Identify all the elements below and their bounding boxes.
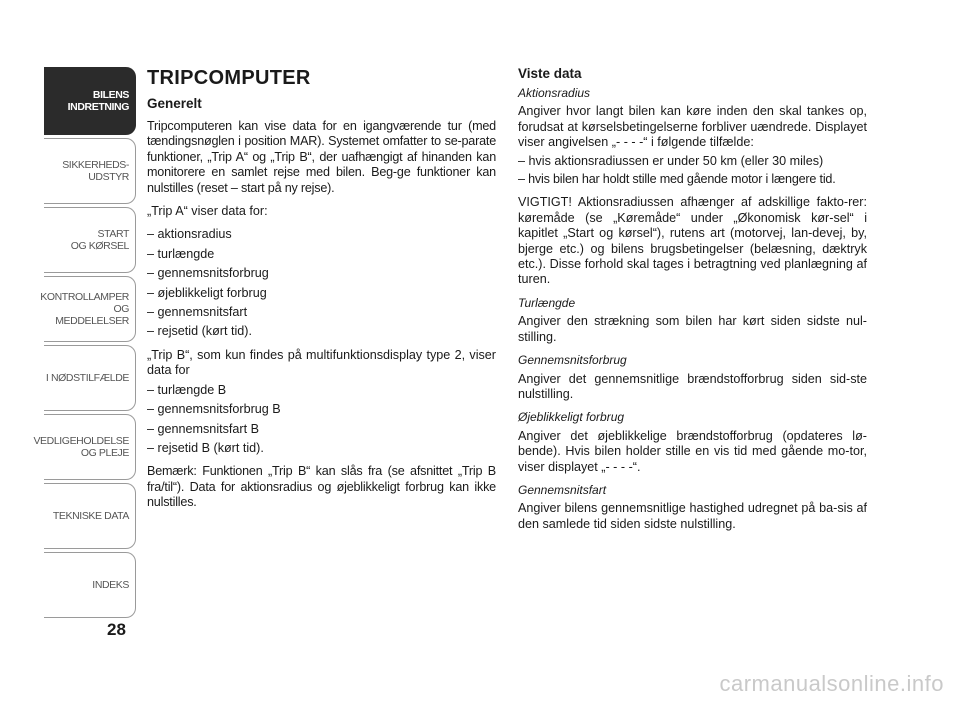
subheading-oejeblikkeligt-forbrug: Øjeblikkeligt forbrug <box>518 410 625 425</box>
right-column <box>518 66 867 540</box>
list-item: – rejsetid (kørt tid). <box>147 324 252 339</box>
list-item: – turlængde <box>147 246 215 261</box>
list-item: – gennemsnitsforbrug <box>147 266 269 281</box>
list-item: – turlængde B <box>147 382 227 397</box>
vigtigt-paragraph: VIGTIGT! Aktionsradiussen afhænger af adskillige fakto-rer: køremåde (se „Køremåde“ under „Økonomisk kør-sel“ i kapitlet „Start og kørsel“), rutens art (motorvej, lan-devej, by, bjerge etc.) og bilens brugsbetingelser (belæsning, dæktryk etc.). Disse forhold skal tages i betragtning ved planlægning af turen. <box>518 195 867 287</box>
tab-label: START OG KØRSEL <box>70 228 129 252</box>
note-paragraph: Bemærk: Funktionen „Trip B“ kan slås fra (se afsnittet „Trip B fra/til“). Data for aktionsradius og øjeblikkeligt forbrug kan ikke nulstilles. <box>147 464 496 510</box>
tab-label: VEDLIGEHOLDELSE OG PLEJE <box>33 435 129 459</box>
trip-a-intro: „Trip A“ viser data for: <box>147 204 268 219</box>
list-item: – øjeblikkeligt forbrug <box>147 285 267 300</box>
list-item: – gennemsnitsforbrug B <box>147 402 281 417</box>
tab-bilens-indretning[interactable] <box>44 67 136 135</box>
list-item: – gennemsnitsfart B <box>147 421 260 436</box>
gennemsnitsfart-text: Angiver bilens gennemsnitlige hastighed udregnet på ba-sis af den samlede tid siden sidste nulstilling. <box>518 501 867 531</box>
oejeblikkeligt-text: Angiver det øjeblikkelige brændstofforbrug (opdateres lø-bende). Hvis bilen holder stille en vis tid med gående mo-tor, viser displayet „- - - -“. <box>518 428 867 474</box>
intro-paragraph: Tripcomputeren kan vise data for en igangværende tur (med tændingsnøglen i position MAR). Systemet omfatter to se-parate funktioner, „Trip A“ og „Trip B“, der uafhængigt af hinanden kan monitorere en samlet rejse med bilen. Beg-ge funktioner kan nulstilles (reset – start på ny rejse). <box>147 119 496 195</box>
subheading-gennemsnitsforbrug: Gennemsnitsforbrug <box>518 353 627 368</box>
list-item: – aktionsradius <box>147 227 232 242</box>
trip-b-intro: „Trip B“, som kun findes på multifunktionsdisplay type 2, viser data for <box>147 347 496 378</box>
tab-label: BILENS INDRETNING <box>67 89 129 113</box>
section-heading-viste-data: Viste data <box>518 66 582 81</box>
tab-kontrollamper[interactable] <box>40 276 136 342</box>
subheading-turlaengde: Turlængde <box>518 295 576 310</box>
tab-vedligeholdelse[interactable] <box>33 414 136 480</box>
chapter-tabs <box>33 67 136 621</box>
turlaengde-text: Angiver den strækning som bilen har kørt siden sidste nul-stilling. <box>518 314 867 344</box>
list-item: – gennemsnitsfart <box>147 305 248 320</box>
aktionsradius-text: Angiver hvor langt bilen kan køre inden den skal tankes op, forudsat at kørselsbetingelserne forbliver uændrede. Displayet viser angivelsen „- - - -“ i følgende tilfælde: <box>518 104 867 150</box>
section-heading-generelt: Generelt <box>147 96 202 111</box>
tab-label: KONTROLLAMPER OG MEDDELELSER <box>40 291 129 327</box>
tab-start-og-korsel[interactable] <box>44 207 136 273</box>
page-title: TRIPCOMPUTER <box>147 67 311 89</box>
subheading-gennemsnitsfart: Gennemsnitsfart <box>518 482 607 497</box>
tab-label: SIKKERHEDS- UDSTYR <box>62 159 129 183</box>
gennemsnitsforbrug-text: Angiver det gennemsnitlige brændstofforbrug siden sid-ste nulstilling. <box>518 371 867 401</box>
tab-indeks[interactable] <box>44 552 136 618</box>
list-item: – hvis aktionsradiussen er under 50 km (eller 30 miles) <box>518 153 824 168</box>
page-number: 28 <box>107 620 126 639</box>
list-item: – hvis bilen har holdt stille med gående motor i længere tid. <box>518 172 836 187</box>
tab-i-nodstilfaelde[interactable] <box>44 345 136 411</box>
watermark: carmanualsonline.info <box>719 671 944 696</box>
tab-sikkerhedsudstyr[interactable] <box>44 138 136 204</box>
left-column <box>147 66 496 519</box>
list-item: – rejsetid B (kørt tid). <box>147 440 264 455</box>
tab-label: TEKNISKE DATA <box>52 510 129 522</box>
tab-label: I NØDSTILFÆLDE <box>45 372 129 384</box>
subheading-aktionsradius: Aktionsradius <box>518 86 591 100</box>
tab-label: INDEKS <box>92 579 129 591</box>
tab-tekniske-data[interactable] <box>44 483 136 549</box>
